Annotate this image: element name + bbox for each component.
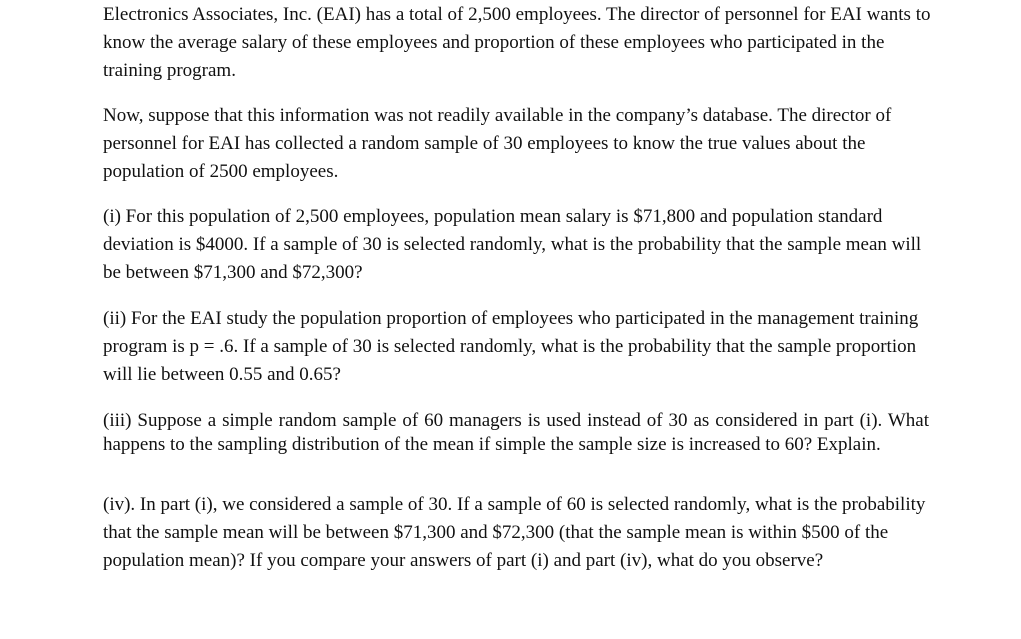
question-ii: (ii) For the EAI study the population proportion of employees who participated in the management training program is p = .6. If a sample of 30 is selected randomly, what is the probability that the sample proportion will lie between 0.55 and 0.65? xyxy=(103,308,919,385)
question-iv: (iv). In part (i), we considered a sample of 30. If a sample of 60 is selected randomly, what is the probability that the sample mean will be between $71,300 and $72,300 (that the sample mean is within $500 of the population mean)? If you compare your answers of part (i) and part (iv), what do you observe? xyxy=(103,494,926,571)
intro-paragraph: Electronics Associates, Inc. (EAI) has a total of 2,500 employees. The director of personnel for EAI wants to know the average salary of these employees and proportion of these employees who participated in the training program. xyxy=(103,4,931,81)
question-i: (i) For this population of 2,500 employees, population mean salary is $71,800 and population standard deviation is $4000. If a sample of 30 is selected randomly, what is the probability that the sample mean will be between $71,300 and $72,300? xyxy=(103,206,922,283)
context-paragraph: Now, suppose that this information was not readily available in the company’s database. The director of personnel for EAI has collected a random sample of 30 employees to know the true values about the population of 2500 employees. xyxy=(103,105,892,182)
question-iii: (iii) Suppose a simple random sample of 60 managers is used instead of 30 as considered in part (i). What happens to the sampling distribution of the mean if simple the sample size is increased to 60? Explain. xyxy=(103,410,929,455)
